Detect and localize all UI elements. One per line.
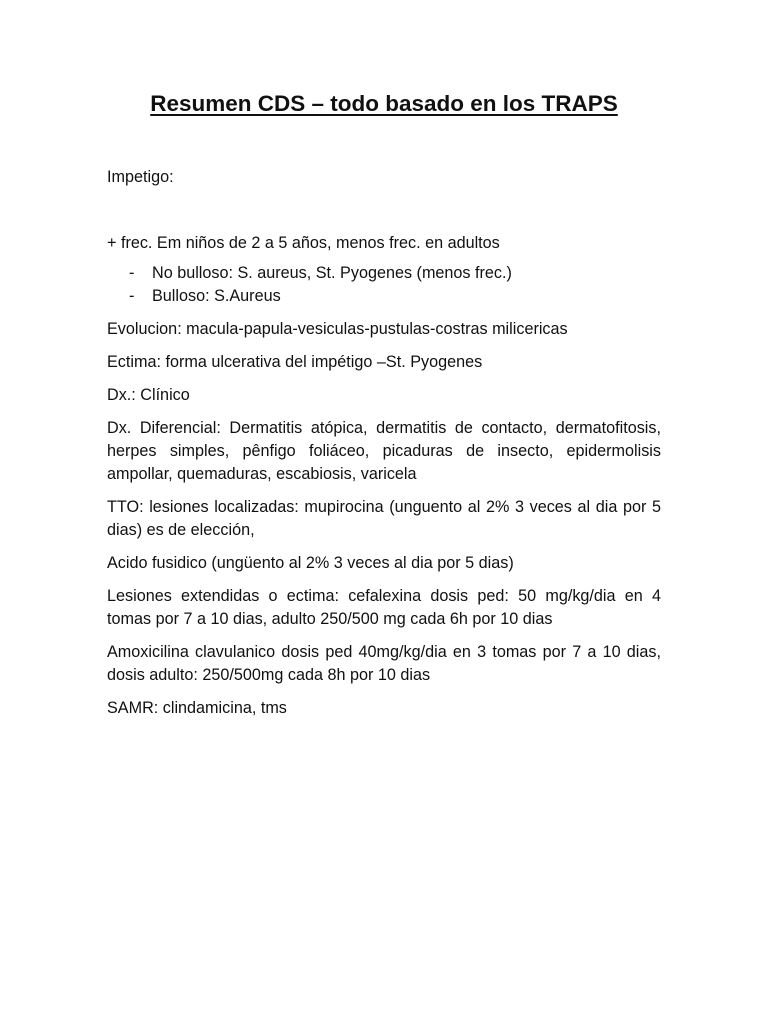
document-body (107, 166, 661, 720)
bullet-list (107, 262, 661, 308)
bullet-marker: - (129, 287, 135, 305)
acido-paragraph: Acido fusidico (ungüento al 2% 3 veces al dia por 5 dias) (107, 554, 514, 572)
frequency-line: + frec. Em niños de 2 a 5 años, menos frec. en adultos (107, 234, 500, 252)
evolucion-paragraph: Evolucion: macula-papula-vesiculas-pustulas-costras milicericas (107, 320, 568, 338)
list-item-text: Bulloso: S.Aureus (152, 287, 281, 305)
amoxicilina-paragraph: Amoxicilina clavulanico dosis ped 40mg/kg/dia en 3 tomas por 7 a 10 dias, dosis adulto: 250/500mg cada 8h por 10 dias (107, 643, 661, 684)
list-item-text: No bulloso: S. aureus, St. Pyogenes (menos frec.) (152, 264, 512, 282)
bullet-marker: - (129, 264, 135, 282)
impetigo-heading: Impetigo: (107, 168, 174, 186)
lesiones-paragraph: Lesiones extendidas o ectima: cefalexina dosis ped: 50 mg/kg/dia en 4 tomas por 7 a 10 dias, adulto 250/500 mg cada 6h por 10 dias (107, 587, 661, 628)
dx-paragraph: Dx.: Clínico (107, 386, 190, 404)
list-item (107, 285, 661, 308)
document-title: Resumen CDS – todo basado en los TRAPS (150, 91, 618, 116)
tto-paragraph: TTO: lesiones localizadas: mupirocina (unguento al 2% 3 veces al dia por 5 dias) es de elección, (107, 498, 661, 539)
samr-paragraph: SAMR: clindamicina, tms (107, 699, 287, 717)
dx-diferencial-paragraph: Dx. Diferencial: Dermatitis atópica, dermatitis de contacto, dermatofitosis, herpes simples, pênfigo foliáceo, picaduras de insecto, epidermolisis ampollar, quemaduras, escabiosis, varicela (107, 419, 661, 483)
list-item (107, 262, 661, 285)
ectima-paragraph: Ectima: forma ulcerativa del impétigo –St. Pyogenes (107, 353, 483, 371)
